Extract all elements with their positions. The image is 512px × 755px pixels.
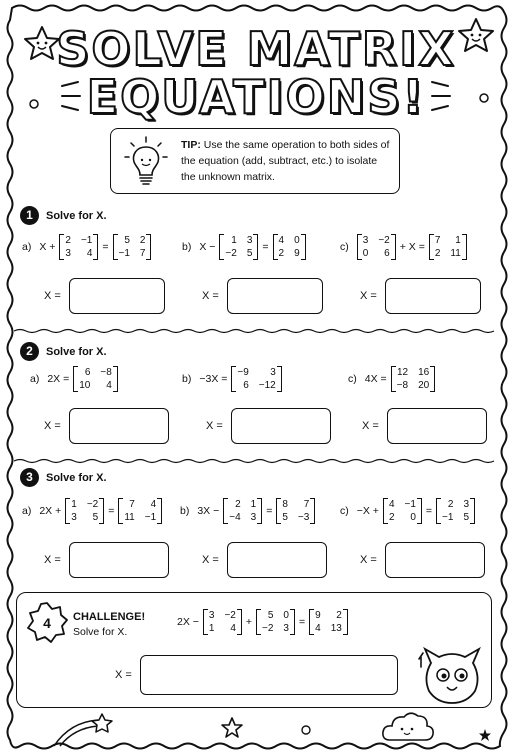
- equation-text: 2X =: [47, 373, 70, 385]
- answer-1b: X =: [202, 278, 323, 314]
- star-small-icon: [478, 728, 492, 742]
- equation-text: 2X +: [39, 505, 62, 517]
- answer-3b: X =: [202, 542, 327, 578]
- matrix-entry: 8: [282, 499, 288, 510]
- problem-letter: c): [348, 373, 357, 385]
- section-2-number: 2: [20, 342, 39, 361]
- matrix-entry: −1: [404, 499, 416, 510]
- matrix: [113, 234, 152, 260]
- matrix-entry: 3: [208, 610, 215, 621]
- section-1-number: 1: [20, 206, 39, 225]
- matrix: [219, 234, 258, 260]
- equation-text: X +: [39, 241, 56, 253]
- matrix-entry: 0: [410, 512, 416, 523]
- matrix-entry: 9: [315, 610, 321, 621]
- matrix: [357, 234, 396, 260]
- challenge-number: 4: [43, 615, 51, 631]
- answer-1c: X =: [360, 278, 481, 314]
- matrix-entry: 7: [129, 499, 135, 510]
- matrix-entry: 1: [231, 235, 237, 246]
- problem-3b: [180, 498, 315, 524]
- problem-2c: [348, 366, 435, 392]
- page-title-line2: EQUATIONS!: [86, 70, 426, 124]
- dot-bottom-icon: [300, 724, 312, 736]
- matrix-entry: 20: [418, 380, 430, 391]
- tip-box: [110, 128, 400, 194]
- problem-2b: [182, 366, 282, 392]
- matrix: [429, 234, 467, 260]
- matrix-entry: 1: [455, 235, 461, 246]
- matrix-entry: 6: [243, 380, 249, 391]
- matrix: [383, 498, 422, 524]
- matrix-entry: −2: [378, 235, 390, 246]
- problem-3a: [22, 498, 162, 524]
- matrix: [65, 498, 104, 524]
- matrix-entry: 4: [388, 499, 395, 510]
- equation-text: =: [266, 505, 273, 517]
- section-3-title: Solve for X.: [46, 472, 107, 484]
- matrix: [273, 234, 306, 260]
- problem-letter: b): [182, 241, 192, 253]
- matrix: [73, 366, 118, 392]
- matrix-entry: 13: [330, 623, 342, 634]
- matrix-entry: 2: [278, 248, 285, 259]
- matrix-entry: 5: [267, 610, 274, 621]
- equation-text: 3X −: [197, 505, 220, 517]
- challenge-box: [16, 592, 492, 708]
- answer-box-2b[interactable]: [231, 408, 331, 444]
- matrix-entry: 3: [246, 235, 253, 246]
- tip-text: TIP: Use the same operation to both sides of the equation (add, subtract, etc.) to isolate the unknown matrix.: [181, 139, 390, 183]
- matrix: [59, 234, 98, 260]
- matrix-entry: 0: [362, 248, 369, 259]
- matrix-entry: −1: [144, 512, 157, 523]
- problem-3c: [340, 498, 475, 524]
- matrix-entry: 6: [84, 367, 91, 378]
- problem-2a: [30, 366, 118, 392]
- answer-box-3c[interactable]: [385, 542, 485, 578]
- matrix-entry: −1: [80, 235, 93, 246]
- owl-mascot-icon: [417, 645, 487, 705]
- matrix-entry: −8: [396, 380, 409, 391]
- equation-text: −X +: [356, 505, 379, 517]
- matrix-entry: 16: [418, 367, 430, 378]
- matrix-entry: −2: [224, 610, 236, 621]
- matrix-entry: −8: [100, 367, 112, 378]
- problem-letter: b): [180, 505, 190, 517]
- matrix-entry: 1: [250, 499, 257, 510]
- matrix-entry: −4: [229, 512, 241, 523]
- matrix-entry: 3: [65, 248, 71, 259]
- matrix: [223, 498, 262, 524]
- matrix-entry: 6: [384, 248, 390, 259]
- matrix: [256, 609, 295, 635]
- answer-3c: X =: [360, 542, 485, 578]
- matrix-entry: 4: [86, 248, 93, 259]
- answer-1a: X =: [44, 278, 165, 314]
- answer-box-3b[interactable]: [227, 542, 327, 578]
- matrix-entry: 3: [362, 235, 369, 246]
- section-2-title: Solve for X.: [46, 346, 107, 358]
- problem-letter: a): [22, 241, 32, 253]
- matrix-entry: 12: [396, 367, 409, 378]
- answer-box-3a[interactable]: [69, 542, 169, 578]
- matrix-entry: 1: [208, 623, 215, 634]
- matrix-entry: 2: [65, 235, 71, 246]
- answer-box-2c[interactable]: [387, 408, 487, 444]
- matrix-entry: 3: [270, 367, 276, 378]
- matrix-entry: 5: [463, 512, 470, 523]
- equation-text: X −: [199, 241, 216, 253]
- matrix-entry: 7: [434, 235, 441, 246]
- equation-text: −3X =: [199, 373, 228, 385]
- matrix-entry: −2: [225, 248, 237, 259]
- matrix-entry: 2: [235, 499, 241, 510]
- matrix: [309, 609, 348, 635]
- matrix-entry: 2: [139, 235, 146, 246]
- answer-box-2a[interactable]: [69, 408, 169, 444]
- equation-text: =: [108, 505, 115, 517]
- equation-text: =: [262, 241, 269, 253]
- matrix-entry: 7: [303, 499, 310, 510]
- problem-1b: [182, 234, 306, 260]
- equation-text: 2X −: [177, 616, 199, 628]
- matrix-entry: 4: [106, 380, 112, 391]
- equation-text: +: [245, 616, 253, 628]
- matrix: [436, 498, 475, 524]
- matrix: [203, 609, 242, 635]
- matrix-entry: 4: [230, 623, 236, 634]
- equation-text: 4X =: [364, 373, 387, 385]
- matrix-entry: 11: [124, 512, 135, 523]
- problem-1a: [22, 234, 151, 260]
- matrix-entry: 0: [283, 610, 289, 621]
- matrix: [391, 366, 436, 392]
- matrix-entry: −2: [86, 499, 99, 510]
- problem-letter: b): [182, 373, 192, 385]
- matrix-entry: −12: [258, 380, 276, 391]
- matrix-entry: 2: [447, 499, 454, 510]
- page-title-line1: SOLVE MATRIX: [56, 22, 456, 76]
- section-3-number: 3: [20, 468, 39, 487]
- equation-text: =: [425, 505, 433, 517]
- matrix-entry: −1: [118, 248, 130, 259]
- matrix-entry: 2: [388, 512, 395, 523]
- section-divider: [14, 458, 498, 464]
- problem-1c: [340, 234, 467, 260]
- answer-3a: X =: [44, 542, 169, 578]
- problem-letter: c): [340, 505, 349, 517]
- matrix-entry: 4: [315, 623, 321, 634]
- answer-box-1c[interactable]: [385, 278, 481, 314]
- matrix-entry: 3: [283, 623, 289, 634]
- matrix-entry: −9: [237, 367, 249, 378]
- lightbulb-icon: [123, 135, 169, 189]
- cloud-face-icon: [380, 708, 436, 744]
- problem-letter: c): [340, 241, 349, 253]
- star-bottom-icon: [220, 716, 244, 740]
- challenge-answer-box[interactable]: [140, 655, 398, 695]
- matrix-entry: 5: [92, 512, 99, 523]
- answer-2a: X =: [44, 408, 169, 444]
- problem-letter: a): [22, 505, 32, 517]
- matrix: [118, 498, 162, 524]
- matrix-entry: 5: [282, 512, 288, 523]
- section-1-title: Solve for X.: [46, 210, 107, 222]
- matrix: [231, 366, 281, 392]
- matrix-entry: 3: [250, 512, 257, 523]
- matrix-entry: 1: [71, 499, 77, 510]
- matrix-entry: 4: [150, 499, 157, 510]
- matrix-entry: 9: [294, 248, 300, 259]
- matrix-entry: 7: [139, 248, 146, 259]
- matrix-entry: 5: [124, 235, 130, 246]
- equation-text: + X =: [399, 241, 425, 253]
- section-divider: [14, 328, 498, 334]
- matrix-entry: −3: [297, 512, 310, 523]
- problem-letter: a): [30, 373, 40, 385]
- matrix-entry: 4: [278, 235, 285, 246]
- answer-2b: X =: [206, 408, 331, 444]
- challenge-answer: X =: [115, 655, 398, 695]
- answer-box-1a[interactable]: [69, 278, 165, 314]
- equation-text: =: [298, 616, 306, 628]
- matrix-entry: −2: [262, 623, 274, 634]
- matrix-entry: 10: [79, 380, 91, 391]
- equation-text: =: [102, 241, 109, 253]
- matrix-entry: 11: [450, 248, 461, 259]
- challenge-problem: [177, 609, 348, 635]
- matrix-entry: 3: [71, 512, 77, 523]
- matrix-entry: 0: [294, 235, 300, 246]
- answer-box-1b[interactable]: [227, 278, 323, 314]
- challenge-title: CHALLENGE!: [73, 611, 146, 623]
- matrix-entry: 2: [434, 248, 441, 259]
- answer-2c: X =: [362, 408, 487, 444]
- shooting-star-icon: [50, 712, 120, 748]
- matrix-entry: 5: [246, 248, 253, 259]
- matrix-entry: 3: [463, 499, 470, 510]
- matrix-entry: −1: [442, 512, 454, 523]
- challenge-subtitle: Solve for X.: [73, 626, 128, 638]
- matrix-entry: 2: [336, 610, 342, 621]
- matrix: [276, 498, 315, 524]
